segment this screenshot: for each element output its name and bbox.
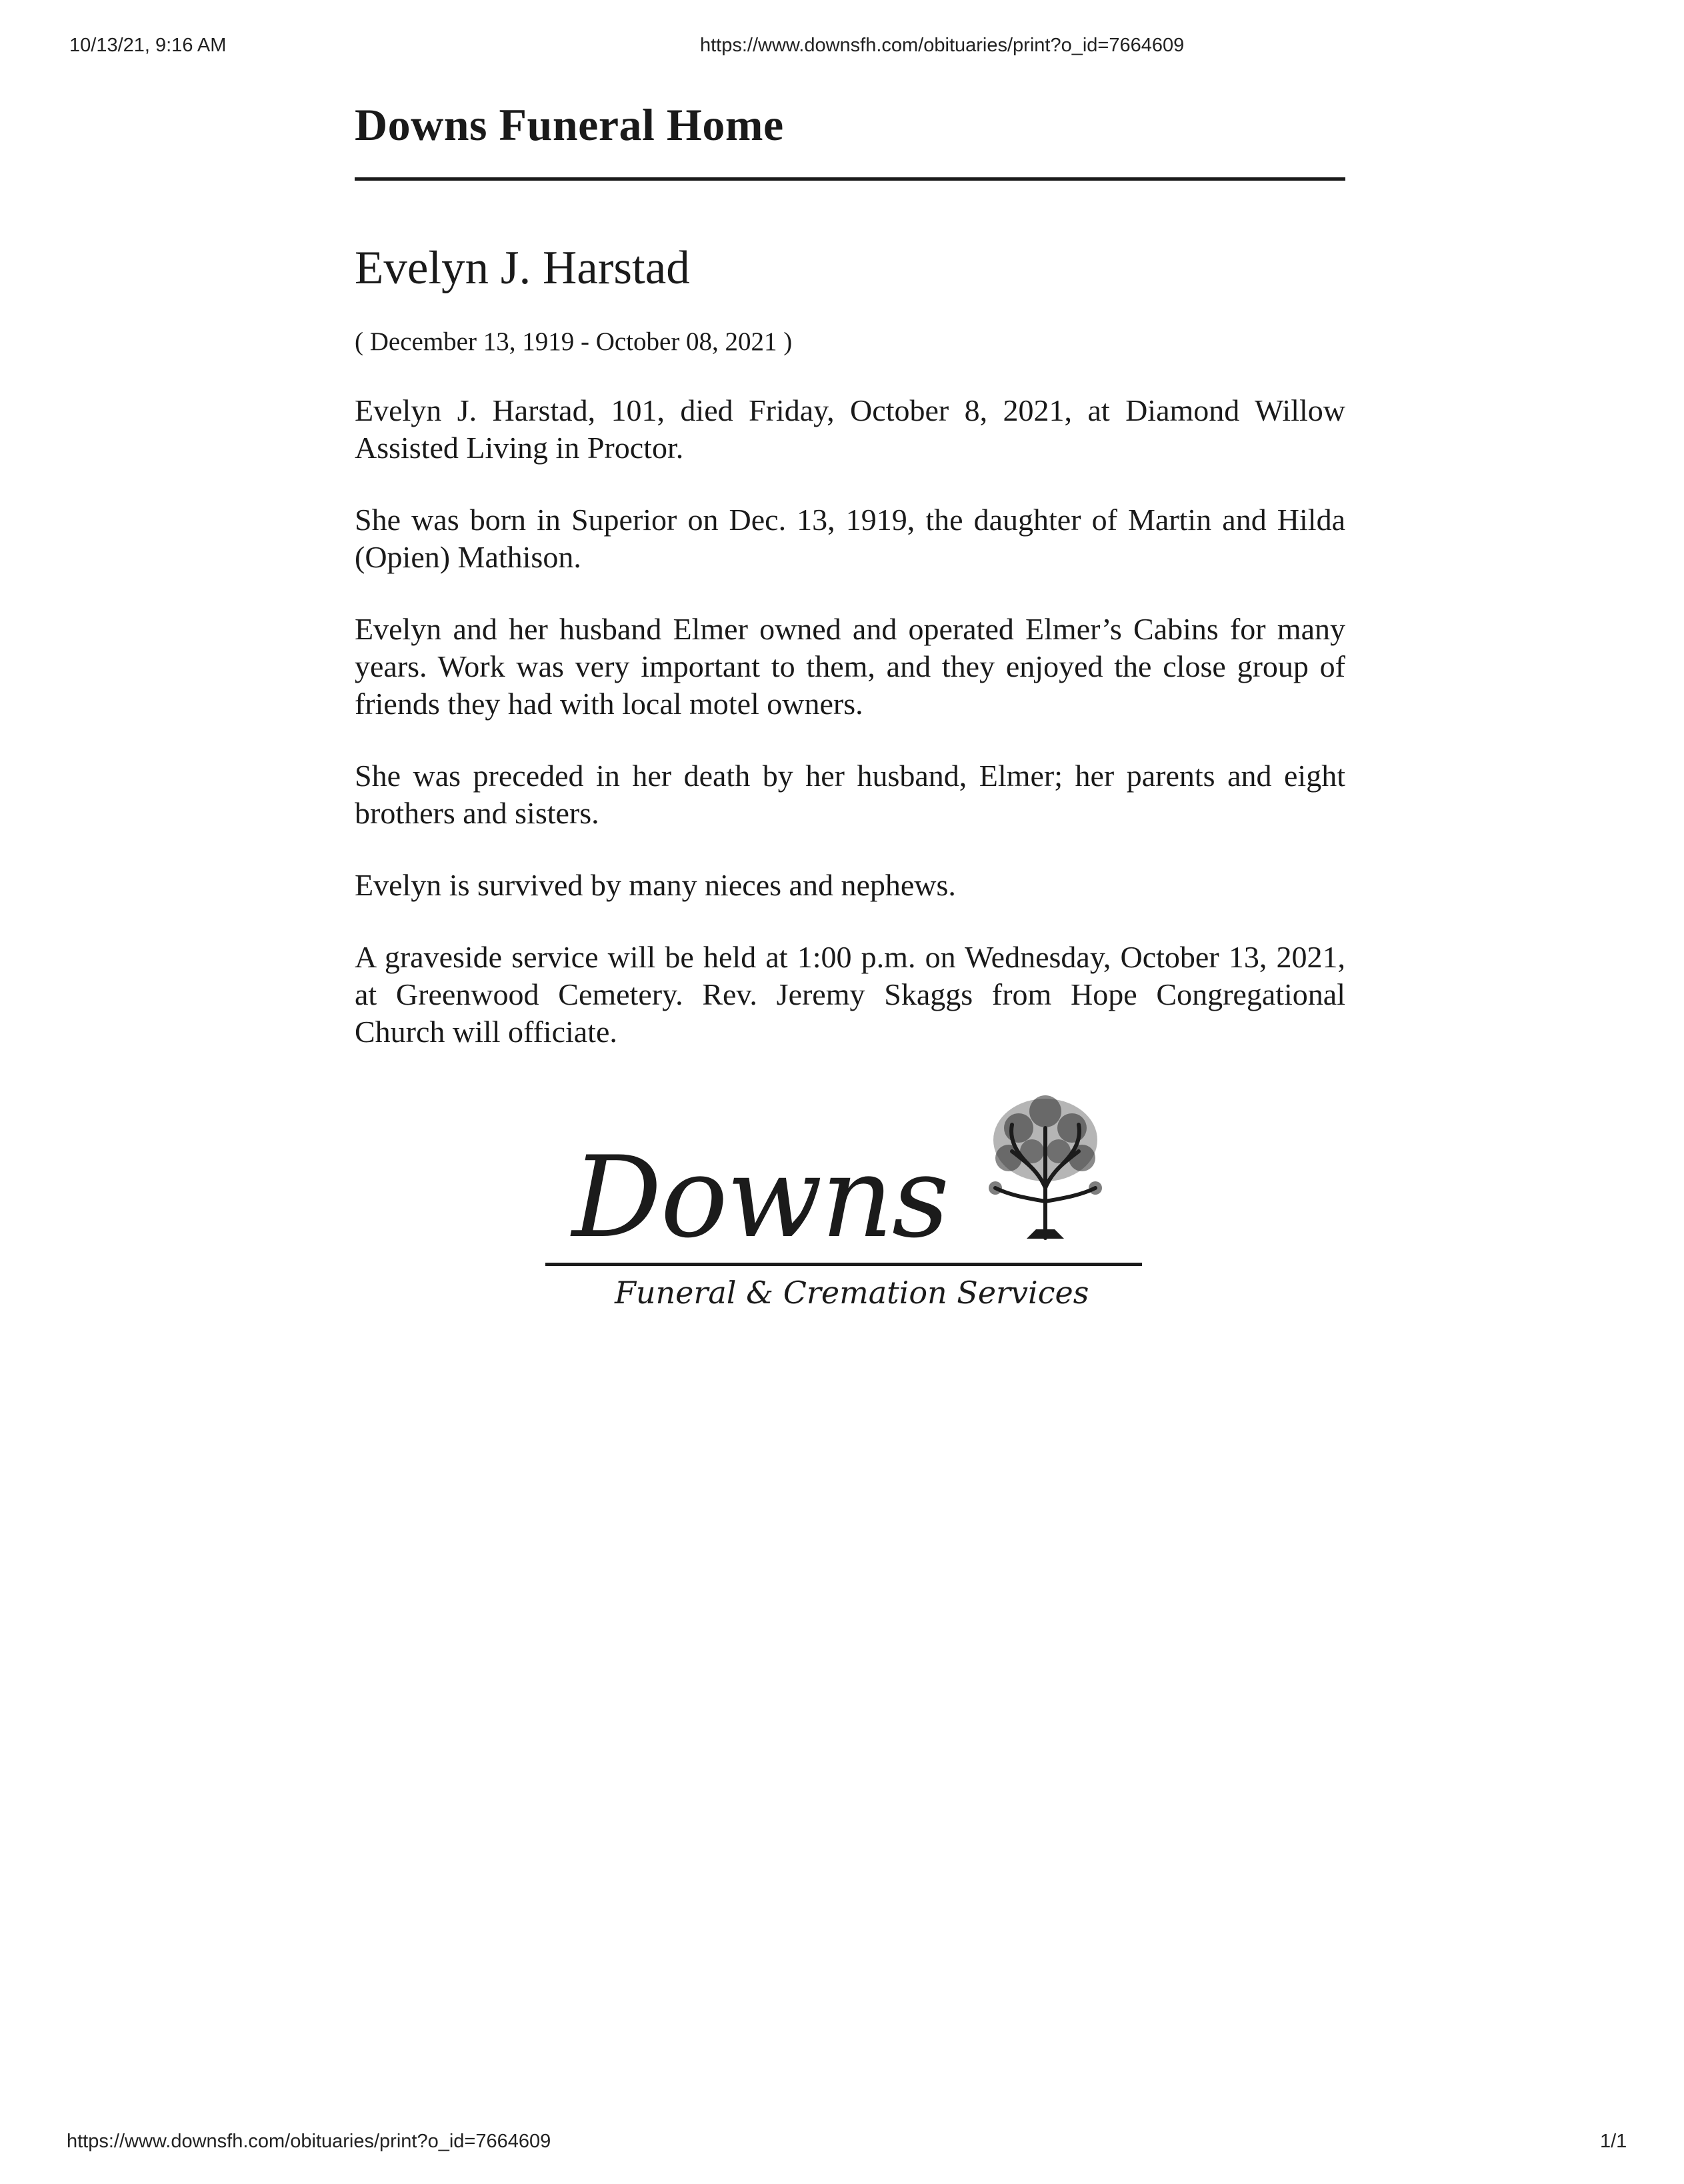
obituary-paragraph: Evelyn and her husband Elmer owned and operated Elmer’s Cabins for many years. Work was very important to them, and they enjoyed the close group of friends they had with local motel owners. — [355, 612, 1345, 721]
print-header-url: https://www.downsfh.com/obituaries/print?o_id=7664609 — [700, 35, 1185, 56]
logo-wordmark: Downs — [572, 1132, 949, 1263]
downs-logo — [545, 1088, 1145, 1321]
obituary-paragraph: Evelyn J. Harstad, 101, died Friday, October 8, 2021, at Diamond Willow Assisted Living in Proctor. — [355, 393, 1345, 465]
logo-tagline: Funeral & Cremation Services — [615, 1275, 1089, 1311]
print-footer-url: https://www.downsfh.com/obituaries/print?o_id=7664609 — [67, 2131, 551, 2152]
tree-icon — [972, 1088, 1119, 1248]
page-number: 1/1 — [1600, 2131, 1627, 2152]
obituary-paragraph: Evelyn is survived by many nieces and nephews. — [355, 868, 956, 902]
obituary-body — [355, 392, 1345, 1085]
print-datetime: 10/13/21, 9:16 AM — [69, 35, 227, 56]
logo-underline — [545, 1263, 1142, 1266]
title-divider — [355, 177, 1345, 181]
obituary-paragraph: She was born in Superior on Dec. 13, 1919, the daughter of Martin and Hilda (Opien) Mathison. — [355, 503, 1345, 574]
obituary-name: Evelyn J. Harstad — [355, 242, 690, 294]
obituary-paragraph: A graveside service will be held at 1:00 p.m. on Wednesday, October 13, 2021, at Greenwood Cemetery. Rev. Jeremy Skaggs from Hope Congregational Church will officiate. — [355, 940, 1345, 1049]
obituary-dates: ( December 13, 1919 - October 08, 2021 ) — [355, 327, 793, 356]
site-title: Downs Funeral Home — [355, 99, 784, 150]
obituary-paragraph: She was preceded in her death by her husband, Elmer; her parents and eight brothers and sisters. — [355, 759, 1345, 830]
